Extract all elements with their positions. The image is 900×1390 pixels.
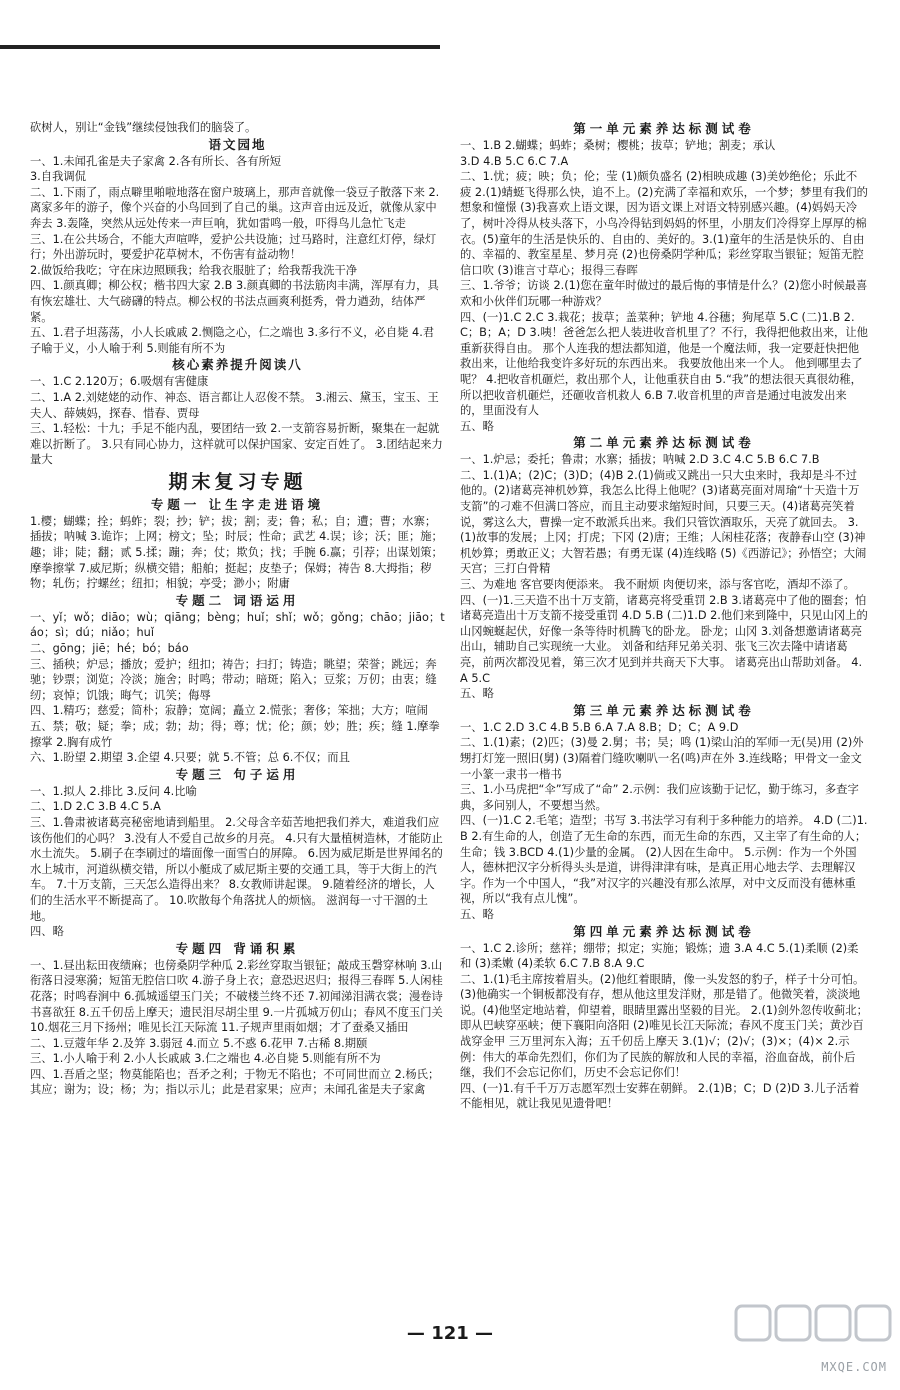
answer-line: 四、(一)1.C 2.毛笔；造型；书写 3.书法学习有利于多种能力的培养。 4.D (二)1.B 2.有生命的人，创造了无生命的东西，而无生命的东西，又主宰了有生命的人；生命；钱 3.BCD 4.(1)少量的金属。 (2)人因在生命中。 5.示例：作为一个外国人，德林把汉字分析得头头是道，讲得津津有味，是真正用心地去学、去理解汉字。作为一个中国人，“我”对汉字的兴趣没有那么浓厚，对中文反而没有德林重视，所以“我有点儿愧”。 xyxy=(460,814,868,906)
answer-line: 一、1.B 2.蝴蝶；蚂蚱；桑树；樱桃；拔草；铲地；割麦；承认 xyxy=(460,139,776,152)
answer-line: 一、1.未闻孔雀是夫子家禽 2.各有所长、各有所短 xyxy=(30,154,282,168)
answer-line: 六、1.盼望 2.期望 3.企望 4.只要；就 5.不管；总 6.不仅；而且 xyxy=(30,751,350,765)
section-heading: 第四单元素养达标测试卷 xyxy=(573,923,755,939)
answer-line: 三、1.小人喻于利 2.小人长戚戚 3.仁之端也 4.必自毙 5.则能有所不为 xyxy=(30,1052,381,1066)
top-rule xyxy=(0,45,440,49)
section-heading: 第三单元素养达标测试卷 xyxy=(573,702,755,718)
answer-column-left xyxy=(30,120,445,1098)
answer-line: 四、(一)1.三天造不出十万支箭，诸葛亮将受重罚 2.B 3.诸葛亮中了他的圈套；怕诸葛亮造出十万支箭不接受重罚 4.D 5.B (二)1.D 2.他们来到隆中，只见山冈上的山冈蜿蜒起伏，好像一条等待时机腾飞的卧龙。 卧龙；山冈 3.刘备想邀请诸葛亮出山，辅助自己实现统一大业。 刘备和结拜兄弟关羽、张飞三次去隆中请诸葛亮，前两次都没见着，第三次才见到并共商天下大事。 诸葛亮出山帮助刘备。 4.A 5.C xyxy=(460,593,868,685)
answer-line: 一、1.C 2.D 3.C 4.B 5.B 6.A 7.A 8.B；D；C；A 9.D xyxy=(460,720,739,734)
answer-line: 二、1.(1)毛主席按着眉头。(2)他红着眼睛，像一头发怒的豹子，样子十分可怕。(3)他确实一个铜板都没有存，想从他这里发洋财，那是错了。他微笑着，淡淡地说。(4)他坚定地站着，仰望着，眼睛里露出坚毅的目光。 2.(1)剑外忽传收蓟北；即从巴峡穿巫峡；便下襄阳向洛阳 (2)唯见长江天际流；春风不度玉门关；黄沙百战穿金甲 三万里河东入海；五千仞岳上摩天 3.(1)√；(2)√；(3)×；(4)× 2.示例：伟大的革命先烈们，你们为了民族的解放和人民的幸福，浴血奋战，前仆后继，我们不会忘记你们，历史不会忘记你们！ xyxy=(460,972,868,1080)
answer-line: 2.做饭给我吃；守在床边照顾我；给我衣服脏了；给我帮我洗干净 xyxy=(30,263,358,277)
answer-line: 三、插秧；炉忌；播放；爱护；纽扣；祷告；扫打；铸造；眺望；荣誉；跳远；奔驰；钞票；浏览；冷淡；施舍；时鸣；带动；暗斑；陷入；豆浆；万仞；由衷；缝纫；哀悼；饥饿；晦气；讥笑；侮辱 xyxy=(30,657,437,702)
answer-line: 3.D 4.B 5.C 6.C 7.A xyxy=(460,154,569,168)
answer-line: 三、1.在公共场合，不能大声喧哗，爱护公共设施；过马路时，注意红灯停，绿灯行；外出游玩时，要爱护花草树木，不伤害有益动物！ xyxy=(30,232,437,262)
answer-line: 五、禁；敬；疑；拳；成；勃；劫；得；尊；忧；伦；颜；妙；胜；疾；缝 1.摩拳擦掌 2.胸有成竹 xyxy=(30,720,440,749)
answer-line: 1.樱；蝴蝶；拴；蚂蚱；裂；抄；铲；拔；割；麦；鲁；私；自；遭；曹；水寨；插拔；呐喊 3.诡诈；上网；榜文；坠；时辰；性命；武艺 4.误；诊；沃；匪；施；趣；诽；陡；翻；贰 5.揉；蹦；奔；仗；欺负；找；手腕 6.赢；引荐；出谋划策；摩拳擦掌 7.威尼斯；纵横交错；船舶；挺起；皮垫子；保姆；祷告 8.大拇指；秽物；轧伤；拧螺丝；纽扣；相貌；亭受；渺小；附庸 xyxy=(30,514,443,591)
answer-line: 二、1.A 2.刘姥姥的动作、神态、语言都让人忍俊不禁。 3.湘云、黛玉，宝玉、王夫人、薛姨妈，探春、惜春、贾母 xyxy=(30,390,439,420)
answer-column-right xyxy=(460,120,868,1112)
answer-line: 五、1.君子坦荡荡，小人长戚戚 2.恻隐之心，仁之端也 3.多行不义，必自毙 4.君子喻于义，小人喻于利 5.则能有所不为 xyxy=(30,326,435,355)
answer-line: 二、1.豆蔻年华 2.及笄 3.弱冠 4.而立 5.不惑 6.花甲 7.古稀 8.期颐 xyxy=(30,1036,368,1050)
answer-line: 四、略 xyxy=(30,925,64,939)
answer-line: 五、略 xyxy=(460,907,494,921)
answer-line: 三、1.轻松：十九；手足不能内乱，要团结一致 2.一支箭容易折断，聚集在一起就难以折断了。 3.只有同心协力，这样就可以保护国家、安定百姓了。 3.团结起来力量大 xyxy=(30,422,443,467)
answer-line: 四、(一)1.C 2.C 3.栽花；拔草；盖菜种；铲地 4.谷穗；狗尾草 5.C (二)1.B 2.C；B；A；D 3.咦！爸爸怎么把人装进收音机里了？不行，我得把他救出来，让他重新获得自由。 那个人连我的想法都知道，他是一个魔法师，我一定要赶快把他救出来，让他给我变许多好玩的东西出来。 我要放他出来一个人。 他到哪里去了呢？ 4.把收音机砸烂，救出那个人，让他重获自由 5.“我”的想法很天真很幼稚，所以把收音机砸烂，还砸收音机救人 6.B 7.收音机里的声音是通过电波发出来的，里面没有人 xyxy=(460,310,868,418)
answer-line: 四、1.吾盾之坚；物莫能陷也；吾矛之利；于物无不陷也；不可同世而立 2.杨氏；其应；谢为；设；杨；为；指以示儿；此是君家果；应声；未闻孔雀是夫子家禽 xyxy=(30,1067,440,1097)
answer-line: 四、(一)1.有千千万万志愿军烈士安葬在朝鲜。 2.(1)B；C；D (2)D 3.儿子活着不能相见，就让我见见遗骨吧！ xyxy=(460,1081,860,1111)
answer-line: 二、1.(1)A；(2)C；(3)D；(4)B 2.(1)倘或又跳出一只大虫来时，我却是斗不过他的。(2)诸葛亮神机妙算，我怎么比得上他呢？(3)诸葛亮面对周瑜“十天造十万支箭”的刁难不但满口答应，而且主动要求缩短时间，只要三天。(4)诸葛亮笑着说，雾这么大，曹操一定不敢派兵出来。我们只管饮酒取乐，天亮了就回去。 3.(1)故事的发展；上冈；打虎；下冈 (2)唐；王维；人闲桂花落；夜静春山空 (3)神机妙算；勇敢正义；大智若愚；有勇无谋 (4)连线略 (5)《西游记》；孙悟空；大闹天宫；三打白骨精 xyxy=(460,468,867,576)
answer-line: 五、略 xyxy=(460,419,494,433)
answer-line: 二、1.下雨了，雨点噼里啪啦地落在窗户玻璃上，那声音就像一袋豆子散落下来 2.离家多年的游子，像个兴奋的小鸟回到了自己的巢。这声音由远及近，就像从家中奔去 3.轰隆，突然从远处传来一声巨响，犹如雷鸣一般，吓得鸟儿急忙飞走 xyxy=(30,185,440,230)
answer-line: 一、yǐ；wǒ；diāo；wù；qiāng；bèng；huǐ；shǐ；wǒ；gǒng；chāo；jiāo；táo；sì；dú；niǎo；huǐ xyxy=(30,610,445,640)
answer-line: 3.自我调侃 xyxy=(30,170,86,184)
section-heading: 第二单元素养达标测试卷 xyxy=(573,435,755,451)
major-heading: 期末复习专题 xyxy=(168,470,307,493)
answer-line: 二、1.D 2.C 3.B 4.C 5.A xyxy=(30,800,161,814)
section-heading: 第一单元素养达标测试卷 xyxy=(573,121,755,136)
section-heading: 专题二 词语运用 xyxy=(175,592,300,608)
answer-line: 砍树人，别让“金钱”继续侵蚀我们的脑袋了。 xyxy=(30,121,257,134)
answer-line: 三、为难地 客官要肉便添来。 我不耐烦 肉便切来，添与客官吃，酒却不添了。 xyxy=(460,578,855,592)
answer-line: 一、1.炉忌；委托；鲁肃；水寨；插拔；呐喊 2.D 3.C 4.C 5.B 6.C 7.B xyxy=(460,453,820,467)
answer-line: 三、1.小马虎把“伞”写成了“命” 2.示例：我们应该勤于记忆，勤于练习，多查字典，多问别人，不要想当然。 xyxy=(460,783,859,812)
watermark-text: MXQE.COM xyxy=(821,1360,887,1374)
answer-line: 一、1.昼出耘田夜绩麻；也傍桑阴学种瓜 2.彩丝穿取当银钲；敲成玉磬穿林响 3.山衔落日浸寒漪；短笛无腔信口吹 4.游子身上衣；意恐迟迟归；报得三春晖 5.人闲桂花落；时鸣春涧中 6.孤城遥望玉门关；不破楼兰终不还 7.初闻涕泪满衣裳；漫卷诗书喜欲狂 8.五千仞岳上摩天；遗民泪尽胡尘里 9.一片孤城万仞山；春风不度玉门关 10.烟花三月下扬州；唯见长江天际流 11.子规声里雨如烟；才了蚕桑又插田 xyxy=(30,958,443,1035)
answer-line: 三、1.爷爷；访谈 2.(1)您在童年时做过的最后悔的事情是什么？(2)您小时候最喜欢和小伙伴们玩哪一种游戏？ xyxy=(460,279,868,308)
page-number: — 121 — xyxy=(406,1323,494,1344)
site-watermark xyxy=(730,1300,895,1380)
section-heading: 专题四 背诵积累 xyxy=(175,940,300,956)
answer-line: 一、1.C 2.120万；6.吸烟有害健康 xyxy=(30,375,209,389)
answer-line: 二、1.忧；疲；映；负；伦；莹 (1)颇负盛名 (2)相映成趣 (3)美妙绝伦；乐此不疲 2.(1)蜻蜓飞得那么快，追不上。(2)充满了幸福和欢乐，一个梦；梦里有我们的想象和憧憬 (3)我喜欢上语文课，因为语文课上对语文特别感兴趣。(4)妈妈天冷了，树叶冷得从枝头落下，小鸟冷得钻到妈妈的怀里，小朋友们冷得穿上厚厚的棉衣。(5)童年的生活是快乐的、自由的、美好的。3.(1)童年的生活是快乐的、自由的、幸福的、教室星星、梦月亮 (2)也傍桑阴学种瓜；彩丝穿取当银钲；短笛无腔信口吹 (3)谁言寸草心；报得三春晖 xyxy=(460,170,868,277)
section-heading: 专题三 句子运用 xyxy=(175,766,300,782)
answer-line: 四、1.颜真卿；柳公权；楷书四大家 2.B 3.颜真卿的书法筋肉丰满，浑厚有力，具有恢宏雄壮、大气磅礴的特点。柳公权的书法点画爽利挺秀，骨力遒劲，结体严紧。 xyxy=(30,279,439,324)
section-heading: 专题一 让生字走进语境 xyxy=(150,496,325,512)
answer-line: 一、1.拟人 2.排比 3.反问 4.比喻 xyxy=(30,784,197,798)
answer-line: 五、略 xyxy=(460,687,494,701)
section-heading: 核心素养提升阅读八 xyxy=(172,357,303,373)
page-number-value: 121 xyxy=(431,1323,469,1344)
answer-line: 二、1.(1)素；(2)匹；(3)曼 2.舅；书；吴；鸣 (1)梁山泊的军师一无(吴)用 (2)外甥打灯笼一照旧(舅) (3)隔着门缝吹喇叭一名(鸣)声在外 3.连线略；甲骨文一金文一小篆一隶书一楷书 xyxy=(460,736,864,781)
answer-line: 一、1.C 2.诊所；慈祥；绷带；拟定；实施；锻炼；遗 3.A 4.C 5.(1)柔顺 (2)柔和 (3)柔嫩 (4)柔软 6.C 7.B 8.A 9.C xyxy=(460,941,859,971)
answer-line: 三、1.鲁肃被诸葛亮秘密地请到船里。 2.父母含辛茹苦地把我们养大，难道我们应该伤他们的心吗？ 3.没有人不爱自己故乡的月亮。 4.只有大量植树造林，才能防止水土流失。 5.刷子在李刷过的墙面像一面雪白的屏障。 6.因为威尼斯是世界闻名的水上城市，河道纵横交错，所以小艇成了威尼斯主要的交通工具，等于大街上的汽车。 7.十万支箭，三天怎么造得出来？ 8.女教师讲起课。 9.随着经济的增长，人们的生活水平不断提高了。 10.吹散每个角落扰人的烦恼。 滋润每一寸干涸的土地。 xyxy=(30,815,443,923)
section-heading: 语文园地 xyxy=(208,136,267,152)
answer-line: 四、1.精巧；慈爱；简朴；寂静；宽阔；矗立 2.慌张；奢侈；笨拙；大方；喧闹 xyxy=(30,704,428,718)
answer-line: 二、gōng；jiē；hé；bó；báo xyxy=(30,642,189,656)
